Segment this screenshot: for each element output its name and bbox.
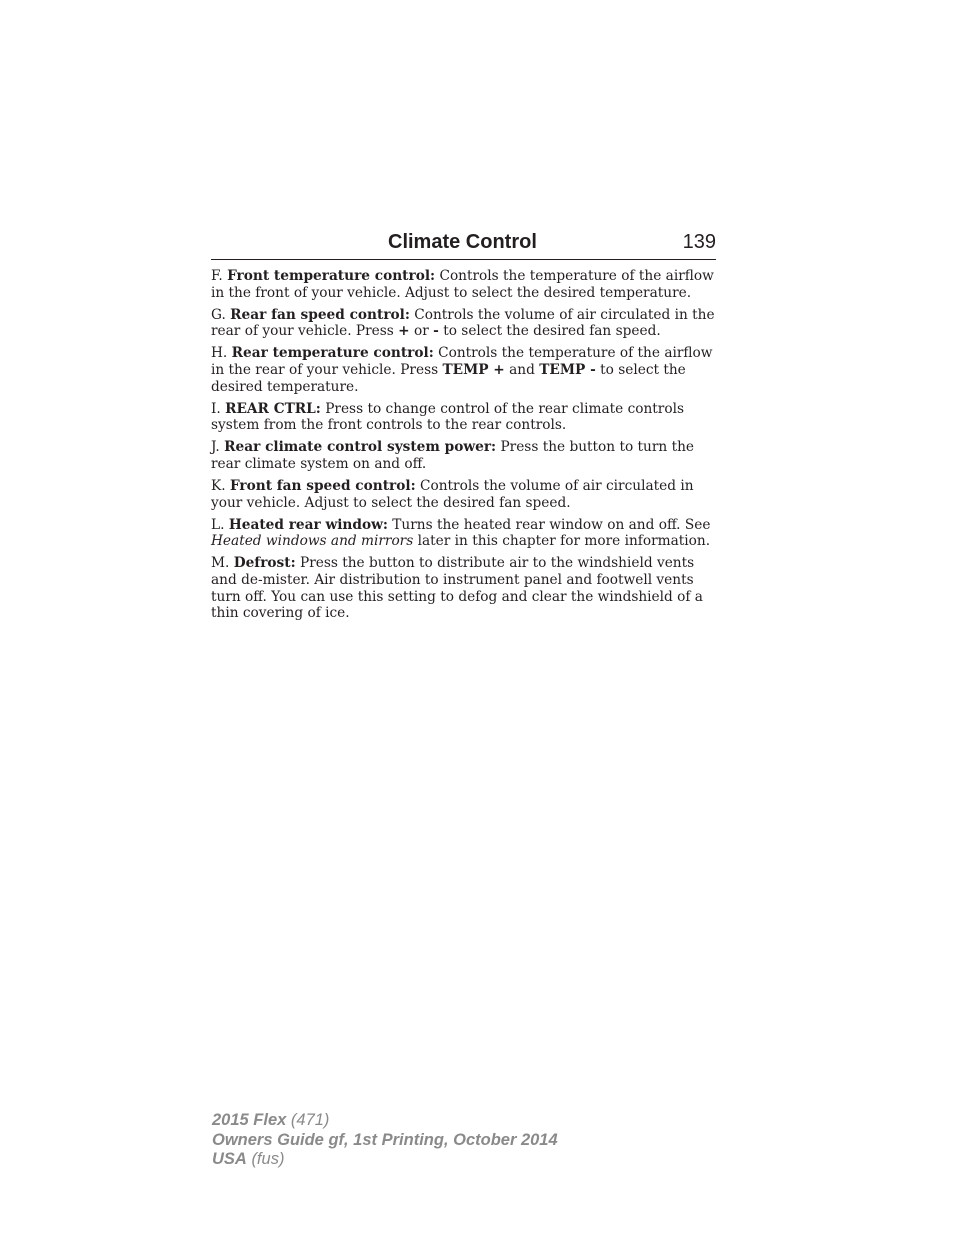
item-letter: K. <box>211 478 226 495</box>
item-term: Defrost: <box>233 555 296 572</box>
item-text: Turns the heated rear window on and off. See <box>392 516 711 533</box>
key-label-temp-plus: TEMP + <box>442 361 505 378</box>
item-text: to select the desired temperature. <box>211 361 686 395</box>
item-text: Press to change control of the rear climate controls system from the front controls to the rear controls. <box>211 400 684 434</box>
item-letter: I. <box>211 400 221 417</box>
footer-guide-edition: Owners Guide gf, 1st Printing, October 2014 <box>212 1130 558 1149</box>
item-text: Controls the temperature of the airflow in the front of your vehicle. Adjust to select the desired temperature. <box>211 268 714 301</box>
page-header <box>211 229 716 260</box>
item-term: Front temperature control: <box>227 268 436 284</box>
item-term: Rear temperature control: <box>231 345 434 362</box>
item-term: Rear climate control system power: <box>224 439 497 456</box>
item-text: and <box>509 361 535 378</box>
footer-model: 2015 Flex <box>212 1111 287 1129</box>
item-text: Controls the volume of air circulated in the rear of your vehicle. Press <box>211 306 715 340</box>
footer-region-code: (fus) <box>251 1150 285 1168</box>
key-label-temp-minus: TEMP - <box>539 361 596 378</box>
item-term: Rear fan speed control: <box>230 306 410 323</box>
item-text: to select the desired fan speed. <box>443 323 661 340</box>
item-text: Press the button to turn the rear climate system on and off. <box>211 439 694 472</box>
footer-line-region <box>212 1150 558 1170</box>
page-footer <box>212 1111 558 1170</box>
list-item-f <box>211 268 716 301</box>
item-text: Controls the temperature of the airflow in the rear of your vehicle. Press <box>211 345 713 378</box>
list-item-m <box>211 555 716 621</box>
item-letter: M. <box>211 555 230 572</box>
list-item-g <box>211 307 716 340</box>
item-term: REAR CTRL: <box>225 400 321 417</box>
item-text: Controls the volume of air circulated in your vehicle. Adjust to select the desired fan speed. <box>211 478 694 511</box>
key-label-minus: - <box>433 323 439 340</box>
item-letter: G. <box>211 306 226 323</box>
section-title: Climate Control <box>388 231 537 253</box>
item-letter: H. <box>211 345 228 362</box>
item-letter: L. <box>211 516 225 533</box>
list-item-i <box>211 401 716 434</box>
item-letter: J. <box>211 439 220 456</box>
item-letter: F. <box>211 268 223 284</box>
item-text: Press the button to distribute air to the windshield vents and de-mister. Air distribution to instrument panel and footwell vents turn off. You can use this setting to defog and clear the windshield of a thin covering of ice. <box>211 555 703 622</box>
footer-line-model <box>212 1111 558 1131</box>
footer-model-code: (471) <box>290 1111 330 1129</box>
key-label-plus: + <box>398 323 410 340</box>
list-item-j <box>211 439 716 472</box>
main-content <box>211 268 716 627</box>
page-number: 139 <box>682 231 716 253</box>
item-text: or <box>414 323 429 340</box>
item-term: Heated rear window: <box>228 516 388 533</box>
item-term: Front fan speed control: <box>229 478 416 495</box>
list-item-h <box>211 345 716 395</box>
list-item-k <box>211 478 716 511</box>
item-text: later in this chapter for more information. <box>417 533 711 550</box>
footer-region: USA <box>212 1150 247 1168</box>
cross-reference: Heated windows and mirrors <box>211 533 414 550</box>
list-item-l <box>211 517 716 550</box>
